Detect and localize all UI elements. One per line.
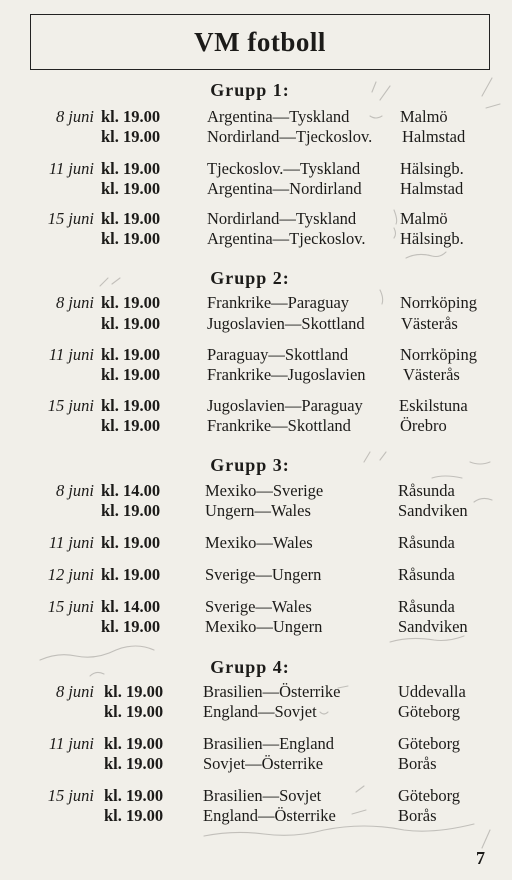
match-time: kl. 19.00 [104,754,164,773]
match-teams: Argentina—Nordirland [207,179,362,198]
match-time: kl. 19.00 [101,159,161,178]
match-teams: Sovjet—Österrike [203,754,324,773]
table-row [0,415,512,436]
match-venue: Norrköping [400,345,477,364]
match-venue: Råsunda [398,565,455,584]
group-4-heading: Grupp 4: [210,657,290,677]
match-venue: Norrköping [400,293,477,312]
match-time: kl. 19.00 [101,365,161,384]
table-row [0,805,512,826]
match-time: kl. 19.00 [104,806,164,825]
match-venue: Göteborg [398,702,461,721]
match-time: kl. 19.00 [101,617,161,636]
match-teams: England—Österrike [203,806,336,825]
table-row [0,106,512,127]
table-row [0,733,512,754]
match-time: kl. 19.00 [104,702,164,721]
page-title: VM fotboll [194,26,326,57]
match-time: kl. 19.00 [101,229,161,248]
table-row [0,395,512,416]
match-teams: Argentina—Tyskland [207,107,350,126]
table-row [0,480,512,501]
match-venue: Halmstad [402,127,466,146]
match-date: 15 juni [47,786,94,805]
match-teams: Frankrike—Paraguay [207,293,350,312]
match-time: kl. 19.00 [101,565,161,584]
match-venue: Örebro [400,416,447,435]
group-3-heading: Grupp 3: [210,455,290,475]
match-venue: Sandviken [398,617,468,636]
match-date: 11 juni [48,734,94,753]
match-time: kl. 19.00 [104,786,164,805]
match-venue: Sandviken [398,501,468,520]
match-teams: Jugoslavien—Skottland [207,314,365,333]
match-teams: Nordirland—Tjeckoslov. [207,127,373,146]
match-venue: Råsunda [398,481,455,500]
match-venue: Hälsingb. [400,159,464,178]
table-row [0,616,512,637]
match-date: 8 juni [55,481,94,500]
match-teams: England—Sovjet [203,702,317,721]
group-2-heading: Grupp 2: [210,268,290,288]
match-venue: Västerås [401,314,458,333]
match-venue: Råsunda [398,533,455,552]
table-row [0,596,512,617]
group-1-heading: Grupp 1: [210,80,290,100]
match-time: kl. 19.00 [104,682,164,701]
match-venue: Borås [398,754,437,773]
match-teams: Frankrike—Jugoslavien [207,365,366,384]
match-time: kl. 19.00 [101,345,161,364]
match-teams: Sverige—Wales [205,597,312,616]
match-time: kl. 19.00 [101,127,161,146]
table-row [0,208,512,229]
table-row [0,564,512,585]
match-teams: Ungern—Wales [205,501,311,520]
table-row [0,681,512,702]
page-number: 7 [476,848,485,868]
match-teams: Frankrike—Skottland [207,416,351,435]
match-time: kl. 19.00 [101,107,161,126]
match-venue: Västerås [403,365,460,384]
match-date: 15 juni [47,597,94,616]
match-teams: Argentina—Tjeckoslov. [207,229,366,248]
match-time: kl. 19.00 [101,396,161,415]
table-row [0,228,512,249]
match-time: kl. 19.00 [101,293,161,312]
table-row [0,126,512,147]
table-row [0,785,512,806]
match-venue: Hälsingb. [400,229,464,248]
match-date: 11 juni [48,159,94,178]
table-row [0,158,512,179]
match-venue: Malmö [400,107,448,126]
title-box [30,14,490,70]
match-venue: Eskilstuna [399,396,468,415]
match-date: 8 juni [55,107,94,126]
match-teams: Brasilien—England [203,734,335,753]
match-teams: Brasilien—Sovjet [203,786,322,805]
match-teams: Sverige—Ungern [205,565,322,584]
match-venue: Halmstad [400,179,464,198]
table-row [0,313,512,334]
match-date: 15 juni [47,209,94,228]
table-row [0,753,512,774]
match-teams: Tjeckoslov.—Tyskland [207,159,361,178]
match-venue: Uddevalla [398,682,466,701]
match-venue: Malmö [400,209,448,228]
match-time: kl. 19.00 [101,179,161,198]
table-row [0,364,512,385]
table-row [0,532,512,553]
match-teams: Nordirland—Tyskland [207,209,357,228]
match-venue: Göteborg [398,786,461,805]
match-teams: Mexiko—Ungern [205,617,323,636]
match-teams: Paraguay—Skottland [207,345,349,364]
table-row [0,500,512,521]
match-time: kl. 19.00 [101,314,161,333]
table-row [0,344,512,365]
match-time: kl. 19.00 [101,533,161,552]
table-row [0,292,512,313]
table-row [0,178,512,199]
match-teams: Mexiko—Wales [205,533,313,552]
match-time: kl. 19.00 [104,734,164,753]
match-teams: Brasilien—Österrike [203,682,341,701]
match-date: 8 juni [55,682,94,701]
match-time: kl. 14.00 [101,597,161,616]
table-row [0,701,512,722]
match-venue: Göteborg [398,734,461,753]
match-date: 11 juni [48,345,94,364]
match-venue: Borås [398,806,437,825]
match-time: kl. 14.00 [101,481,161,500]
match-teams: Jugoslavien—Paraguay [207,396,363,415]
match-date: 8 juni [55,293,94,312]
match-venue: Råsunda [398,597,455,616]
match-date: 12 juni [47,565,94,584]
match-teams: Mexiko—Sverige [205,481,324,500]
match-date: 11 juni [48,533,94,552]
match-time: kl. 19.00 [101,416,161,435]
match-date: 15 juni [47,396,94,415]
match-time: kl. 19.00 [101,501,161,520]
match-time: kl. 19.00 [101,209,161,228]
